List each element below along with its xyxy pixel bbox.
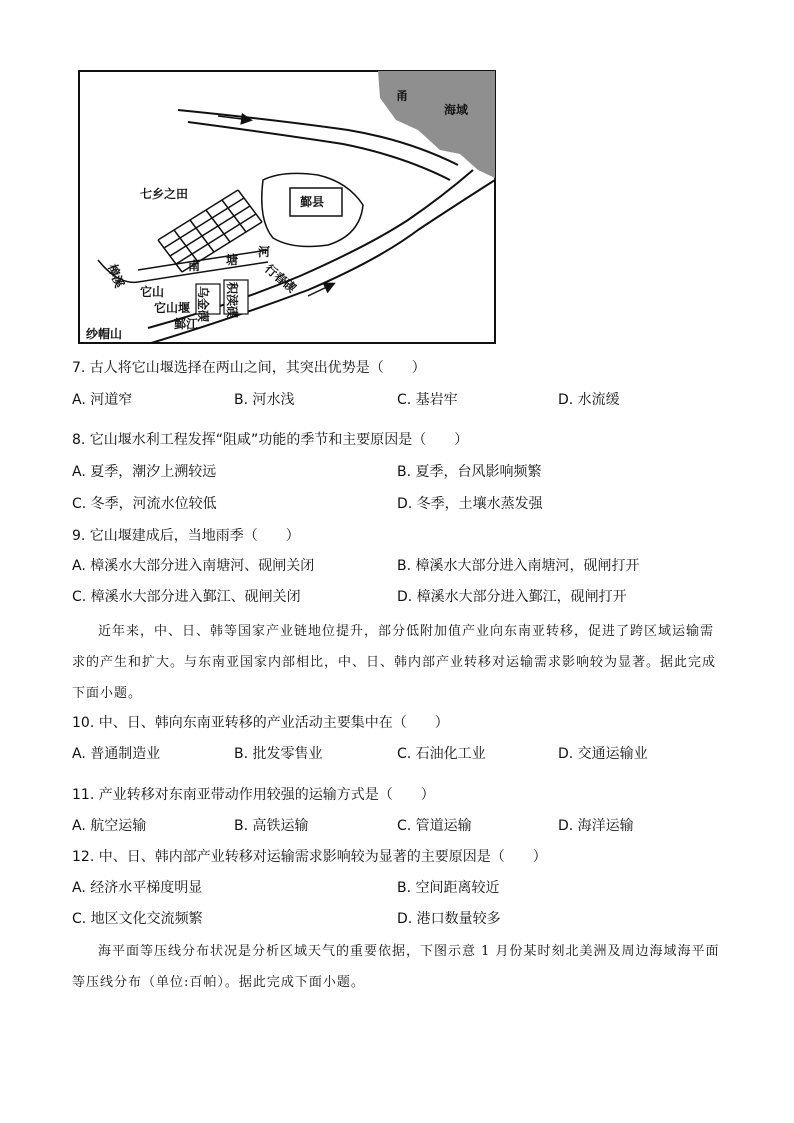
- q10-option-a[interactable]: A. 普通制造业: [72, 746, 161, 762]
- jiang-label: 鄞江: [174, 317, 199, 331]
- canal-label-a: 南: [188, 259, 201, 273]
- tashan-label: 它山: [140, 285, 165, 299]
- q10-option-b[interactable]: B. 批发零售业: [234, 746, 323, 762]
- q9-option-d[interactable]: D. 樟溪水大部分进入鄞江，砚闸打开: [397, 589, 627, 605]
- q7-option-b[interactable]: B. 河水浅: [234, 392, 295, 408]
- jiyin-label: 积渎碶: [225, 282, 239, 319]
- sluice-label: 行春碶: [262, 261, 299, 296]
- question-10-stem: 10. 中、日、韩向东南亚转移的产业活动主要集中在（ ）: [72, 715, 449, 731]
- question-7-stem: 7. 古人将它山堰选择在两山之间，其突出优势是（ ）: [72, 360, 426, 376]
- question-12-stem: 12. 中、日、韩内部产业转移对运输需求影响较为显著的主要原因是（ ）: [72, 849, 547, 865]
- passage-industry-transfer: 近年来，中、日、韩等国家产业链地位提升，部分低附加值产业向东南亚转移，促进了跨区域运输需求的产生和扩大。与东南亚国家内部相比，中、日、韩内部产业转移对运输需求影响较为显著。据此完成下面小题。: [72, 624, 717, 701]
- county-label: 鄞县: [300, 195, 325, 209]
- q7-option-c[interactable]: C. 基岩牢: [397, 392, 458, 408]
- q9-option-a[interactable]: A. 樟溪水大部分进入南塘河、砚闸关闭: [72, 558, 315, 574]
- canal-label-c: 河: [258, 245, 271, 259]
- wujin-label: 乌金碶: [196, 286, 210, 323]
- weir-label: 它山堰: [154, 301, 191, 315]
- q9-option-c[interactable]: C. 樟溪水大部分进入鄞江、砚闸关闭: [72, 589, 301, 605]
- q7-option-a[interactable]: A. 河道窄: [72, 392, 133, 408]
- q7-option-d[interactable]: D. 水流缓: [558, 392, 620, 408]
- q11-option-a[interactable]: A. 航空运输: [72, 818, 147, 834]
- sea-label: 海域: [444, 103, 469, 117]
- q9-option-b[interactable]: B. 樟溪水大部分进入南塘河，砚闸打开: [397, 558, 640, 574]
- q10-option-c[interactable]: C. 石油化工业: [397, 746, 486, 762]
- map-figure: [78, 70, 496, 344]
- q12-option-b[interactable]: B. 空间距离较近: [397, 880, 500, 896]
- q8-option-d[interactable]: D. 冬季，土壤水蒸发强: [397, 496, 543, 512]
- q8-option-a[interactable]: A. 夏季，潮汐上溯较远: [72, 464, 217, 480]
- q10-option-d[interactable]: D. 交通运输业: [558, 746, 648, 762]
- q12-option-a[interactable]: A. 经济水平梯度明显: [72, 880, 203, 896]
- shawei-label: 纱帽山: [86, 327, 123, 341]
- sea-small-label: 甬: [396, 89, 409, 103]
- stream-label: 樟溪: [105, 262, 127, 290]
- question-8-stem: 8. 它山堰水利工程发挥“阻咸”功能的季节和主要原因是（ ）: [72, 432, 469, 448]
- q8-option-c[interactable]: C. 冬季，河流水位较低: [72, 496, 217, 512]
- question-9-stem: 9. 它山堰建成后，当地雨季（ ）: [72, 528, 300, 544]
- q11-option-c[interactable]: C. 管道运输: [397, 818, 472, 834]
- q12-option-c[interactable]: C. 地区文化交流频繁: [72, 911, 203, 927]
- passage-isobar: 海平面等压线分布状况是分析区域天气的重要依据，下图示意 1 月份某时刻北美洲及周边海域海平面等压线分布（单位:百帕）。据此完成下面小题。: [72, 944, 720, 990]
- q8-option-b[interactable]: B. 夏季，台风影响频繁: [397, 464, 542, 480]
- canal-label-b: 塘: [226, 253, 239, 267]
- field-label: 七乡之田: [140, 187, 189, 201]
- q11-option-b[interactable]: B. 高铁运输: [234, 818, 309, 834]
- question-11-stem: 11. 产业转移对东南亚带动作用较强的运输方式是（ ）: [72, 787, 435, 803]
- q11-option-d[interactable]: D. 海洋运输: [558, 818, 634, 834]
- q12-option-d[interactable]: D. 港口数量较多: [397, 911, 501, 927]
